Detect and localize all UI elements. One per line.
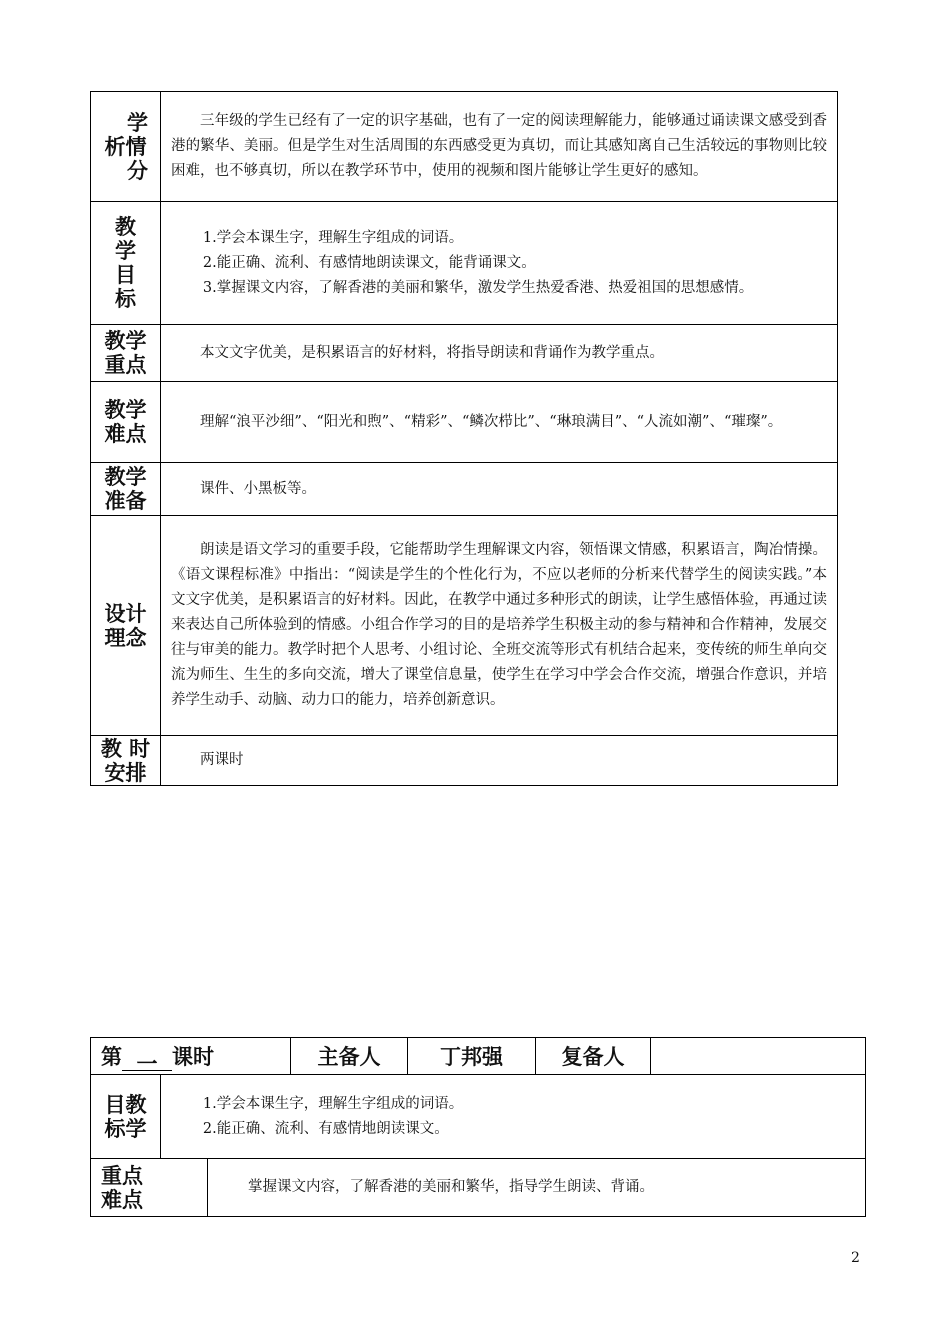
table-row: [91, 463, 838, 516]
table-row: [91, 202, 838, 325]
label-line: 难点: [104, 422, 147, 446]
row-label-key-points: [91, 325, 161, 382]
label-line: 设计: [104, 601, 147, 626]
difficult-points-text: 理解“浪平沙细”、“阳光和煦”、“精彩”、“鳞次栉比”、“琳琅满目”、“人流如潮”、“璀璨”。: [161, 382, 838, 463]
table-row: [91, 325, 838, 382]
row-label-student-analysis: [91, 92, 161, 202]
row-label-key-difficult: [91, 1159, 208, 1217]
key-points-text: 本文文字优美，是积累语言的好材料，将指导朗读和背诵作为教学重点。: [161, 325, 838, 382]
label-line: 学: [115, 239, 136, 263]
co-preparer-label: 复备人: [536, 1038, 651, 1075]
label-line: 教: [115, 215, 136, 239]
label-line: 准备: [104, 489, 147, 513]
label-line: 标学: [104, 1116, 147, 1141]
lesson-plan-table: [90, 91, 838, 786]
lesson-suffix: 课时: [172, 1045, 214, 1069]
lesson-number-cell: [91, 1038, 291, 1075]
row-label-goals: [91, 1075, 161, 1159]
key-difficult-text: 掌握课文内容，了解香港的美丽和繁华，指导学生朗读、背诵。: [208, 1159, 866, 1217]
table-row: [91, 92, 838, 202]
table-row: [91, 382, 838, 463]
schedule-text: 两课时: [161, 736, 838, 786]
label-line: 理念: [104, 625, 147, 650]
co-preparer-name: [651, 1038, 866, 1075]
table-row: [91, 1075, 866, 1159]
lesson-prefix: 第: [101, 1045, 122, 1069]
label-line: 重点: [104, 353, 147, 377]
table-header-row: [91, 1038, 866, 1075]
label-line: 析情: [104, 134, 147, 159]
preparation-text: 课件、小黑板等。: [161, 463, 838, 516]
label-line: 教学: [104, 329, 147, 353]
label-line: 安排: [104, 760, 147, 785]
student-analysis-text: 三年级的学生已经有了一定的识字基础，也有了一定的阅读理解能力，能够通过诵读课文感受到香港的繁华、美丽。但是学生对生活周围的东西感受更为真切，而让其感知离自己生活较远的事物则比较困难，也不够真切，所以在教学环节中，使用的视频和图片能够让学生更好的感知。: [161, 92, 838, 202]
row-label-schedule: [91, 736, 161, 786]
label-line: 学: [127, 110, 148, 135]
table-row: [91, 516, 838, 736]
page-number: 2: [851, 1250, 860, 1266]
label-line: 目: [115, 263, 136, 287]
row-label-difficult-points: [91, 382, 161, 463]
lesson-number-blank: 一: [122, 1048, 172, 1071]
main-preparer-name: 丁邦强: [408, 1038, 536, 1075]
list-item: 3.掌握课文内容，了解香港的美丽和繁华，激发学生热爱香港、热爱祖国的思想感情。: [202, 279, 754, 296]
list-item: 2.能正确、流利、有感情地朗读课文，能背诵课文。: [202, 254, 536, 271]
label-line: 教学: [104, 465, 147, 489]
main-preparer-label: 主备人: [291, 1038, 408, 1075]
list-item: 1.学会本课生字，理解生字组成的词语。: [202, 1095, 464, 1112]
label-line: 目教: [104, 1092, 147, 1117]
list-item: 2.能正确、流利、有感情地朗读课文。: [202, 1120, 449, 1137]
label-line: 标: [115, 287, 136, 311]
label-line: 重点: [101, 1163, 143, 1188]
row-label-teaching-goals: [91, 202, 161, 325]
goals-list: [161, 1075, 866, 1159]
table-row: [91, 736, 838, 786]
teaching-goals-list: [161, 202, 838, 325]
lesson-period-table: [90, 1037, 866, 1217]
list-item: 1.学会本课生字，理解生字组成的词语。: [202, 229, 464, 246]
label-line: 难点: [101, 1187, 143, 1212]
design-concept-text: 朗读是语文学习的重要手段，它能帮助学生理解课文内容，领悟课文情感，积累语言，陶冶情操。《语文课程标准》中指出：“阅读是学生的个性化行为，不应以老师的分析来代替学生的阅读实践。”本文文字优美，是积累语言的好材料。因此，在教学中通过多种形式的朗读，让学生感悟体验，再通过读来表达自己所体验到的情感。小组合作学习的目的是培养学生积极主动的参与精神和合作精神，发展交往与审美的能力。教学时把个人思考、小组讨论、全班交流等形式有机结合起来，变传统的师生单向交流为师生、生生的多向交流，增大了课堂信息量，使学生在学习中学会合作交流，增强合作意识，并培养学生动手、动脑、动力口的能力，培养创新意识。: [161, 516, 838, 736]
label-line: 教学: [104, 398, 147, 422]
label-line: 分: [127, 158, 148, 183]
row-label-design-concept: [91, 516, 161, 736]
label-line: 教 时: [100, 736, 151, 761]
row-label-preparation: [91, 463, 161, 516]
table-row: [91, 1159, 866, 1217]
